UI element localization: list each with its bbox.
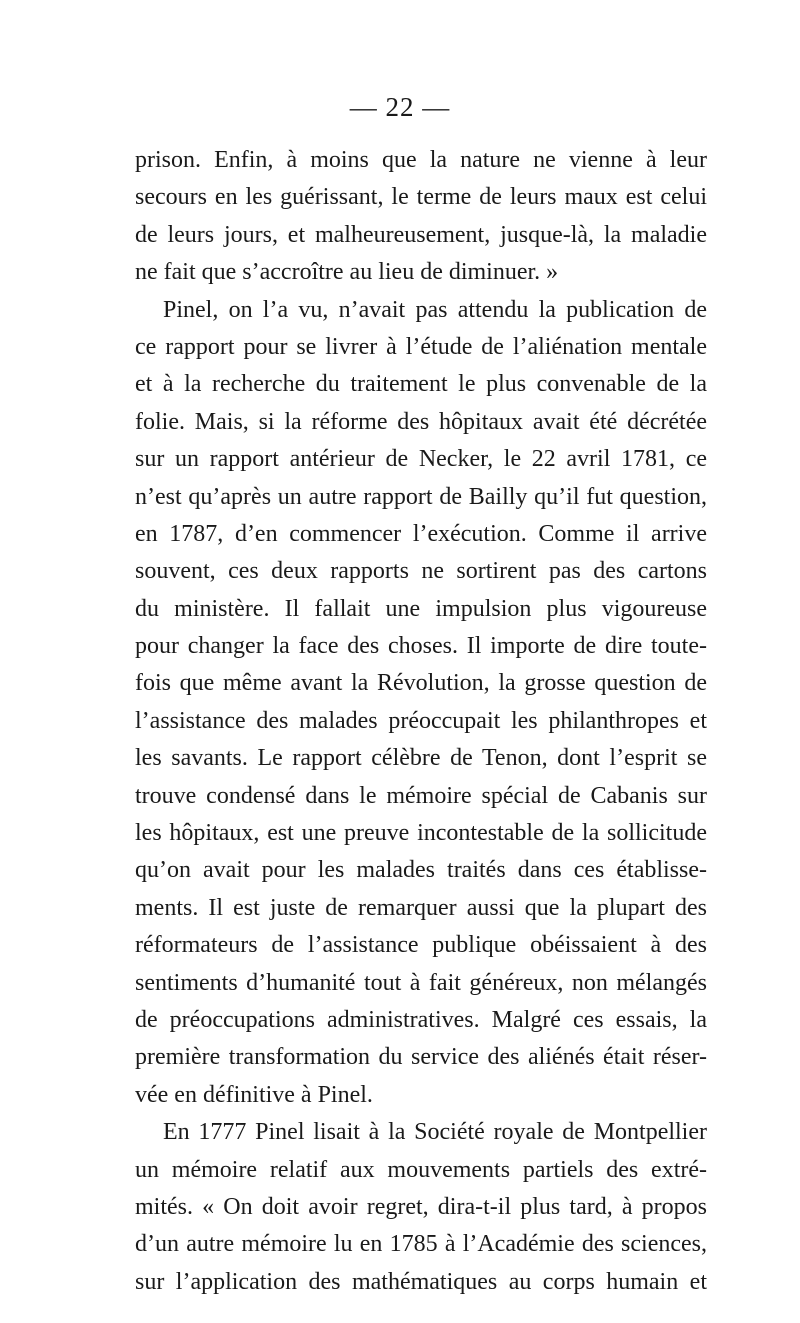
text-line: première transformation du service des aliénés était réser- bbox=[135, 1044, 707, 1071]
text-line: pour changer la face des choses. Il importe de dire toute- bbox=[135, 633, 707, 660]
text-line: secours en les guérissant, le terme de leurs maux est celui bbox=[135, 184, 707, 211]
text-line: l’assistance des malades préoccupait les philanthropes et bbox=[135, 707, 707, 734]
text-line: les hôpitaux, est une preuve incontestable de la sollicitude bbox=[135, 820, 707, 847]
text-line: sur l’application des mathématiques au corps humain et bbox=[135, 1268, 707, 1295]
text-line: les savants. Le rapport célèbre de Tenon, dont l’esprit se bbox=[135, 745, 707, 772]
text-line: prison. Enfin, à moins que la nature ne vienne à leur bbox=[135, 147, 707, 173]
text-line: ce rapport pour se livrer à l’étude de l’aliénation mentale bbox=[135, 333, 707, 360]
text-line: en 1787, d’en commencer l’exécution. Comme il arrive bbox=[135, 520, 707, 547]
text-line: n’est qu’après un autre rapport de Bailly qu’il fut question, bbox=[135, 483, 707, 510]
text-line: mités. « On doit avoir regret, dira-t-il plus tard, à propos bbox=[135, 1193, 707, 1220]
text-line: Pinel, on l’a vu, n’avait pas attendu la publication de bbox=[163, 296, 707, 323]
text-line: ne fait que s’accroître au lieu de diminuer. » bbox=[135, 259, 559, 286]
text-line: un mémoire relatif aux mouvements partiels des extré- bbox=[135, 1156, 707, 1183]
text-line: sentiments d’humanité tout à fait généreux, non mélangés bbox=[135, 969, 707, 996]
text-line: sur un rapport antérieur de Necker, le 22 avril 1781, ce bbox=[135, 446, 707, 473]
text-line: souvent, ces deux rapports ne sortirent pas des cartons bbox=[135, 558, 707, 585]
text-line: de préoccupations administratives. Malgré ces essais, la bbox=[135, 1006, 707, 1033]
text-line: fois que même avant la Révolution, la grosse question de bbox=[135, 670, 707, 697]
text-line: réformateurs de l’assistance publique obéissaient à des bbox=[135, 932, 707, 959]
text-line: folie. Mais, si la réforme des hôpitaux avait été décrétée bbox=[135, 408, 707, 435]
text-line: qu’on avait pour les malades traités dans ces établisse- bbox=[135, 857, 707, 884]
text-line: ments. Il est juste de remarquer aussi que la plupart des bbox=[135, 894, 707, 921]
text-line: vée en définitive à Pinel. bbox=[135, 1081, 373, 1108]
text-line: de leurs jours, et malheureusement, jusque-là, la maladie bbox=[135, 221, 707, 248]
text-line: En 1777 Pinel lisait à la Société royale de Montpellier bbox=[163, 1119, 707, 1146]
text-line: trouve condensé dans le mémoire spécial de Cabanis sur bbox=[135, 782, 707, 809]
body-text bbox=[135, 142, 707, 1301]
page-number: — 22 — bbox=[349, 92, 451, 122]
text-line: du ministère. Il fallait une impulsion plus vigoureuse bbox=[135, 595, 707, 622]
text-line: et à la recherche du traitement le plus convenable de la bbox=[135, 371, 707, 398]
text-line: d’un autre mémoire lu en 1785 à l’Académie des sciences, bbox=[135, 1231, 707, 1258]
